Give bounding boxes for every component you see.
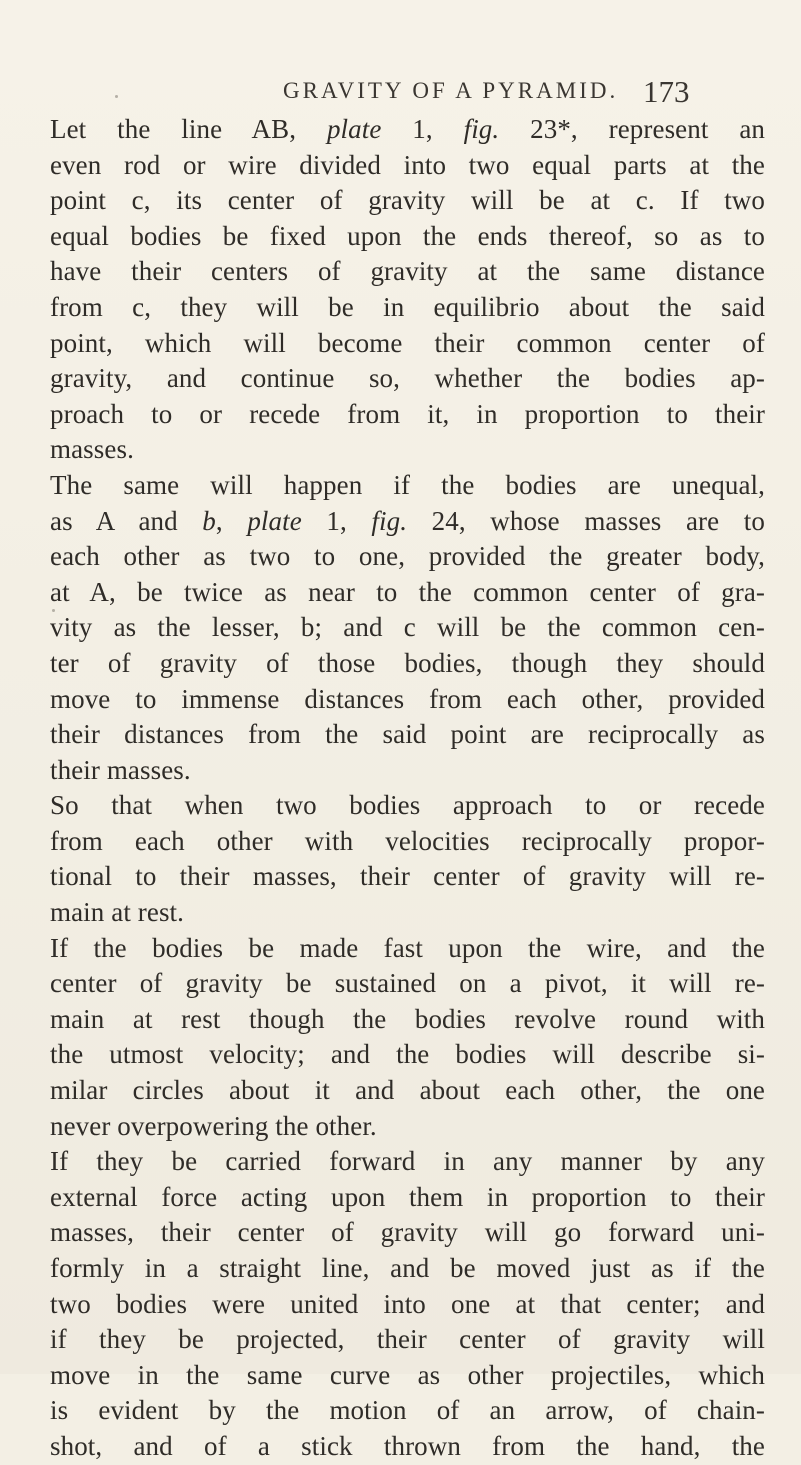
- text-line: never overpowering the other.: [50, 1110, 377, 1141]
- body-text: [50, 112, 765, 1465]
- text-line: move in the same curve as other projectiles, which: [50, 1359, 765, 1390]
- text-line: move to immense distances from each other, provided: [50, 683, 765, 714]
- text-line: Let the line AB, plate 1, fig. 23*, represent an: [50, 114, 766, 144]
- text-line: main at rest though the bodies revolve round with: [50, 1003, 765, 1034]
- text-line: at A, be twice as near to the common center of gra-: [50, 576, 765, 607]
- text-line: point c, its center of gravity will be at c. If two: [50, 185, 765, 216]
- text-line: main at rest.: [50, 897, 185, 928]
- page-number: 173: [643, 74, 690, 109]
- text-line: masses.: [50, 434, 134, 465]
- text-line: vity as the lesser, b; and c will be the common cen-: [50, 612, 765, 643]
- text-line: formly in a straight line, and be moved just as if the: [50, 1253, 765, 1283]
- text-line: masses, their center of gravity will go forward uni-: [50, 1217, 765, 1248]
- text-line: milar circles about it and about each other, the one: [50, 1075, 765, 1106]
- text-line: if they be projected, their center of gravity will: [50, 1324, 765, 1355]
- text-line: even rod or wire divided into two equal parts at the: [50, 149, 765, 180]
- text-line: equal bodies be fixed upon the ends thereof, so as to: [50, 220, 765, 251]
- text-line: If the bodies be made fast upon the wire, and the: [50, 932, 765, 963]
- text-line: their distances from the said point are reciprocally as: [50, 719, 765, 750]
- text-line: two bodies were united into one at that center; and: [50, 1288, 765, 1319]
- running-title: GRAVITY OF A PYRAMID.: [283, 78, 619, 103]
- text-line: The same will happen if the bodies are unequal,: [50, 469, 765, 500]
- text-line: gravity, and continue so, whether the bodies ap-: [50, 363, 765, 394]
- text-line: So that when two bodies approach to or recede: [50, 790, 765, 821]
- text-line: shot, and of a stick thrown from the hand, the: [50, 1430, 765, 1461]
- paper-speck: [115, 95, 118, 98]
- text-line: have their centers of gravity at the same distance: [50, 256, 765, 287]
- text-line: external force acting upon them in proportion to their: [50, 1181, 765, 1212]
- text-line: point, which will become their common center of: [50, 327, 765, 358]
- text-line: If they be carried forward in any manner by any: [50, 1146, 765, 1177]
- text-line: is evident by the motion of an arrow, of chain-: [50, 1395, 765, 1426]
- text-line: their masses.: [50, 754, 191, 785]
- text-line: ter of gravity of those bodies, though they should: [50, 647, 765, 678]
- text-line: each other as two to one, provided the greater body,: [50, 541, 765, 572]
- text-line: the utmost velocity; and the bodies will describe si-: [50, 1039, 765, 1070]
- text-line: center of gravity be sustained on a pivot, it will re-: [50, 968, 765, 999]
- paper-speck: [52, 609, 55, 612]
- text-line: from c, they will be in equilibrio about the said: [50, 291, 765, 322]
- text-line: tional to their masses, their center of gravity will re-: [50, 861, 765, 892]
- text-line: from each other with velocities reciprocally propor-: [50, 825, 765, 856]
- text-line: proach to or recede from it, in proportion to their: [50, 398, 765, 429]
- text-line: as A and b, plate 1, fig. 24, whose masses are to: [50, 505, 765, 536]
